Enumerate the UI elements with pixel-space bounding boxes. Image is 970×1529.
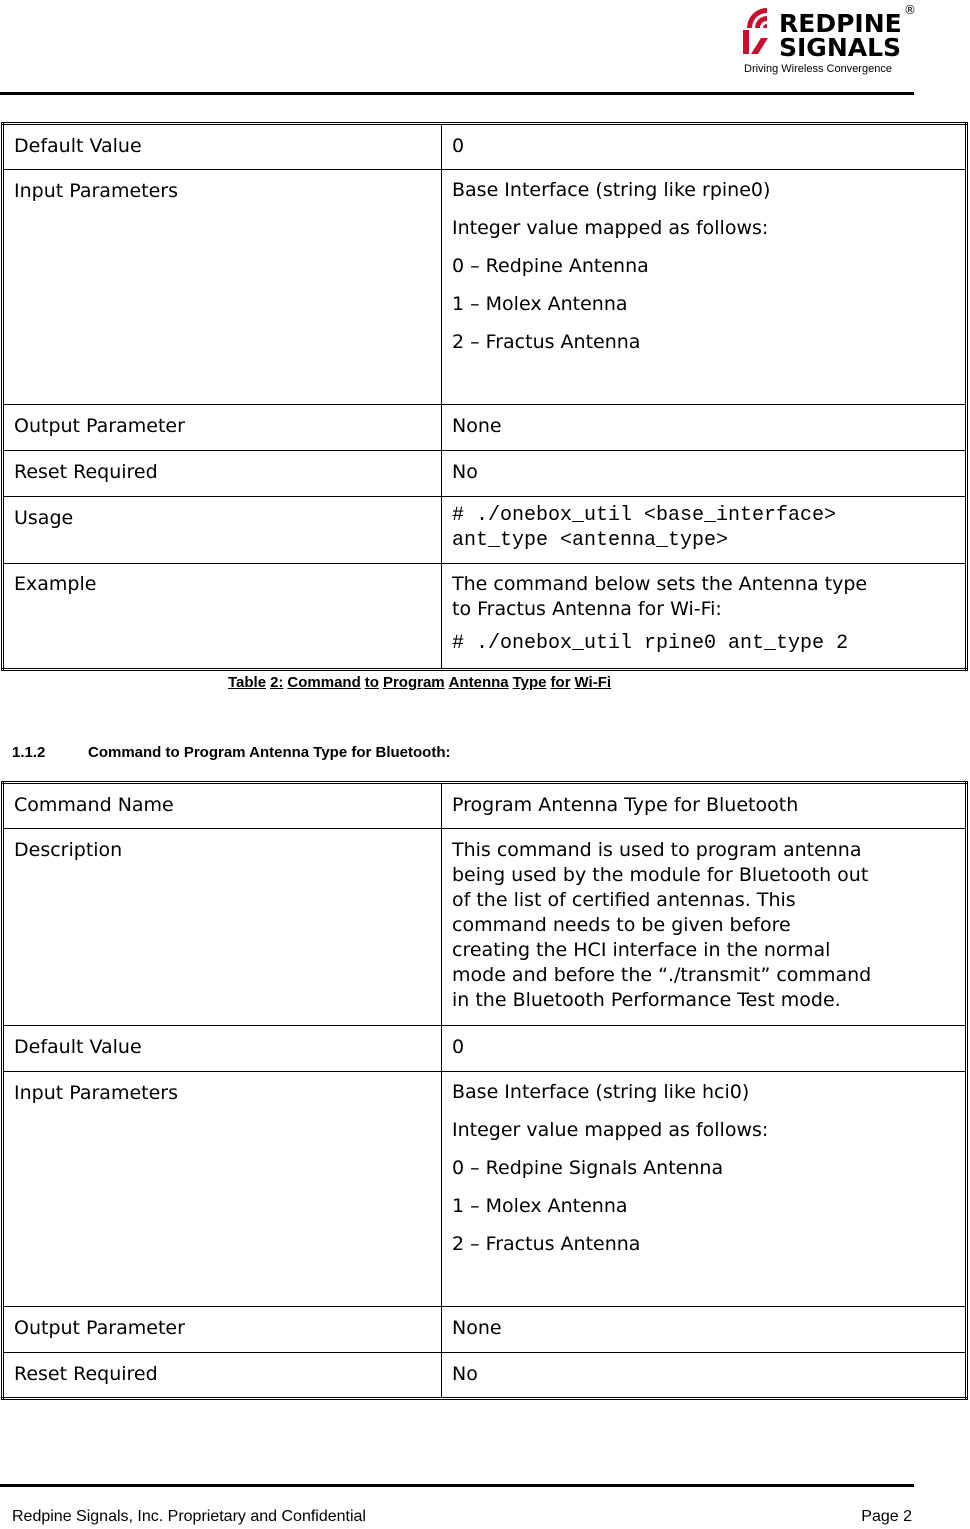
param-line: Integer value mapped as follows: <box>452 217 769 239</box>
description-line: command needs to be given before <box>452 914 791 936</box>
row-label: Input Parameters <box>3 170 442 405</box>
table-row <box>3 1353 967 1399</box>
table-caption <box>228 674 615 691</box>
caption-word: Antenna <box>448 674 509 691</box>
table-row <box>3 783 967 829</box>
company-logo <box>741 2 917 76</box>
row-value: None <box>442 1307 967 1353</box>
row-label: Reset Required <box>3 451 442 497</box>
param-line: Integer value mapped as follows: <box>452 1119 769 1141</box>
page-number: Page 2 <box>861 1508 912 1525</box>
table-row <box>3 564 967 670</box>
caption-word: for <box>550 674 571 691</box>
row-label: Example <box>3 564 442 670</box>
param-line: 0 – Redpine Antenna <box>452 255 649 277</box>
usage-line: # ./onebox_util <base_interface> <box>452 504 837 527</box>
caption-word: Type <box>512 674 547 691</box>
row-label: Input Parameters <box>3 1072 442 1307</box>
description-line: creating the HCI interface in the normal <box>452 939 831 961</box>
param-line: 1 – Molex Antenna <box>452 293 628 315</box>
table-row <box>3 1026 967 1072</box>
caption-word: Program <box>382 674 445 691</box>
row-label: Output Parameter <box>3 405 442 451</box>
table-row <box>3 829 967 1026</box>
table-row <box>3 170 967 405</box>
param-line: 0 – Redpine Signals Antenna <box>452 1157 724 1179</box>
param-line: Base Interface (string like hci0) <box>452 1081 750 1103</box>
caption-word: Wi-Fi <box>574 674 612 691</box>
caption-word: 2: <box>270 674 284 691</box>
row-value: No <box>442 451 967 497</box>
row-label: Default Value <box>3 1026 442 1072</box>
row-label: Default Value <box>3 124 442 170</box>
table-row <box>3 1072 967 1307</box>
param-line: 2 – Fractus Antenna <box>452 1233 641 1255</box>
description-line: in the Bluetooth Performance Test mode. <box>452 989 841 1011</box>
row-value: None <box>442 405 967 451</box>
row-label: Output Parameter <box>3 1307 442 1353</box>
row-label: Usage <box>3 497 442 564</box>
footer-rule <box>0 1484 914 1487</box>
example-line: to Fractus Antenna for Wi-Fi: <box>452 598 722 620</box>
section-number: 1.1.2 <box>12 744 46 761</box>
param-line: Base Interface (string like rpine0) <box>452 179 771 201</box>
table-row <box>3 405 967 451</box>
logo-line1: REDPINE <box>779 9 902 38</box>
row-value <box>442 1072 967 1307</box>
param-line: 2 – Fractus Antenna <box>452 331 641 353</box>
antenna-bluetooth-table <box>1 781 968 1400</box>
caption-word: to <box>364 674 379 691</box>
row-value: No <box>442 1353 967 1399</box>
table-row <box>3 451 967 497</box>
header-rule <box>0 92 914 95</box>
description-line: being used by the module for Bluetooth out <box>452 864 869 886</box>
footer-confidential: Redpine Signals, Inc. Proprietary and Confidential <box>12 1508 366 1525</box>
row-label: Description <box>3 829 442 1026</box>
table-row <box>3 1307 967 1353</box>
section-heading <box>12 744 451 761</box>
caption-word: Table <box>228 674 267 691</box>
antenna-wifi-table <box>1 122 968 671</box>
description-line: This command is used to program antenna <box>452 839 862 861</box>
usage-line: ant_type <antenna_type> <box>452 529 729 552</box>
table-row <box>3 124 967 170</box>
row-label: Command Name <box>3 783 442 829</box>
row-value <box>442 829 967 1026</box>
param-line: 1 – Molex Antenna <box>452 1195 628 1217</box>
row-value <box>442 497 967 564</box>
row-value <box>442 564 967 670</box>
logo-tagline: Driving Wireless Convergence <box>744 63 892 75</box>
row-value: 0 <box>442 1026 967 1072</box>
page-footer <box>12 1508 912 1526</box>
example-line: The command below sets the Antenna type <box>452 573 868 595</box>
description-line: mode and before the “./transmit” command <box>452 964 872 986</box>
example-code: # ./onebox_util rpine0 ant_type 2 <box>452 632 849 655</box>
row-label: Reset Required <box>3 1353 442 1399</box>
registered-mark: ® <box>904 3 916 17</box>
description-line: of the list of certified antennas. This <box>452 889 796 911</box>
section-title: Command to Program Antenna Type for Bluetooth: <box>88 744 451 761</box>
row-value: 0 <box>442 124 967 170</box>
row-value: Program Antenna Type for Bluetooth <box>442 783 967 829</box>
table-row <box>3 497 967 564</box>
logo-line2: SIGNALS <box>779 33 902 62</box>
row-value <box>442 170 967 405</box>
caption-word: Command <box>287 674 361 691</box>
